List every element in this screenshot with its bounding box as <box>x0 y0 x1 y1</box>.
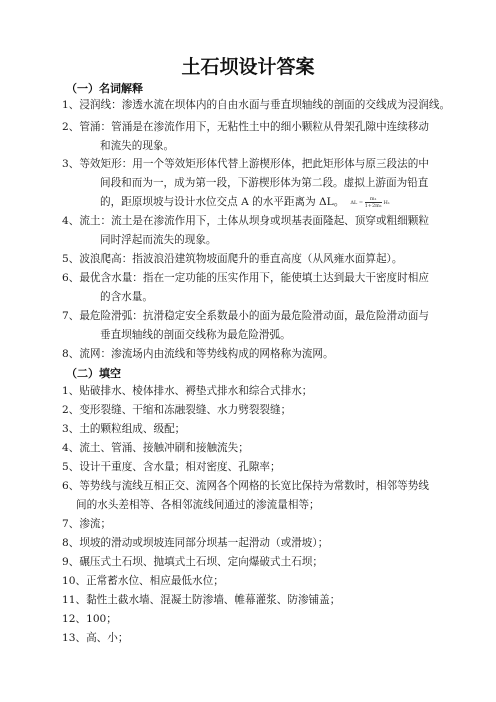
answer-line: 10、正常蓄水位、相应最低水位； <box>62 575 224 587</box>
definition-line: 8、流网：渗流场内由流线和等势线构成的网格称为流网。 <box>62 348 334 360</box>
definition-line: 的，距原坝坡与设计水位交点 A 的水平距离为 ΔL。 <box>100 196 345 208</box>
answer-line: 间的水头差相等、各相邻流线间通过的渗流量相等； <box>76 499 320 511</box>
answer-line: 5、设计干重度、含水量；相对密度、孔隙率； <box>62 461 281 473</box>
definition-line: 垂直坝轴线的剖面交线称为最危险滑弧。 <box>100 329 291 341</box>
definition-line: 5、波浪爬高：指波浪沿建筑物坡面爬升的垂直高度（从风雍水面算起）。 <box>62 253 403 265</box>
formula-fraction <box>365 196 382 209</box>
answer-line: 11、黏性土截水墙、混凝土防渗墙、帷幕灌浆、防渗铺盖； <box>62 594 341 606</box>
definition-line: 7、最危险滑弧：抗滑稳定安全系数最小的面为最危险滑动面，最危险滑动面与 <box>62 310 429 322</box>
definition-line: 间段和而为一，成为第一段，下游楔形体为第二段。虚拟上游面为铅直 <box>100 177 429 189</box>
answer-line: 2、变形裂缝、干缩和冻融裂缝、水力劈裂裂缝； <box>62 404 292 416</box>
definition-line: 1、浸润线：渗透水流在坝体内的自由水面与垂直坝轴线的剖面的交线成为浸润线。 <box>62 99 451 111</box>
definition-line: 和流失的现象。 <box>100 140 175 152</box>
formula-denominator: 1+2m₁ <box>364 202 382 209</box>
definition-line-with-formula <box>100 195 390 209</box>
definition-line: 4、流土：流土是在渗流作用下，土体从坝身或坝基表面隆起、顶穿或粗细颗粒 <box>62 215 429 227</box>
answer-line: 1、贴破排水、棱体排水、褥垫式排水和综合式排水； <box>62 385 313 397</box>
answer-line: 4、流土、管涌、接触冲刷和接触流失； <box>62 442 249 454</box>
definition-line: 同时浮起而流失的现象。 <box>100 234 217 246</box>
formula-rhs: H₁ <box>383 199 390 206</box>
answer-line: 13、高、小； <box>62 632 129 644</box>
formula-numerator: m₁ <box>365 196 382 203</box>
answer-line: 7、渗流； <box>62 518 112 530</box>
formula-lhs: ΔL = <box>350 199 364 206</box>
section-heading-definitions: （一）名词解释 <box>66 82 143 95</box>
definition-line: 的含水量。 <box>100 291 153 303</box>
document-title: 土石坝设计答案 <box>181 56 315 78</box>
answer-line: 6、等势线与流线互相正交、流网各个网格的长宽比保持为常数时，相邻等势线 <box>62 480 429 492</box>
definition-line: 2、管涌：管涌是在渗流作用下，无粘性土中的细小颗粒从骨架孔隙中连续移动 <box>62 121 429 133</box>
delta-l-formula <box>350 196 390 209</box>
section-heading-fill-in: （二）填空 <box>66 367 121 380</box>
answer-line: 12、100； <box>62 613 117 625</box>
answer-line: 9、碾压式土石坝、抛填式土石坝、定向爆破式土石坝； <box>62 556 323 568</box>
definition-line: 3、等效矩形：用一个等效矩形体代替上游楔形体，把此矩形体与原三段法的中 <box>62 158 429 170</box>
answer-line: 3、土的颗粒组成、级配； <box>62 423 186 435</box>
definition-line: 6、最优含水量：指在一定功能的压实作用下，能使填土达到最大干密度时相应 <box>62 272 429 284</box>
answer-line: 8、坝坡的滑动或坝坡连同部分坝基一起滑动（或滑坡）； <box>62 537 329 549</box>
